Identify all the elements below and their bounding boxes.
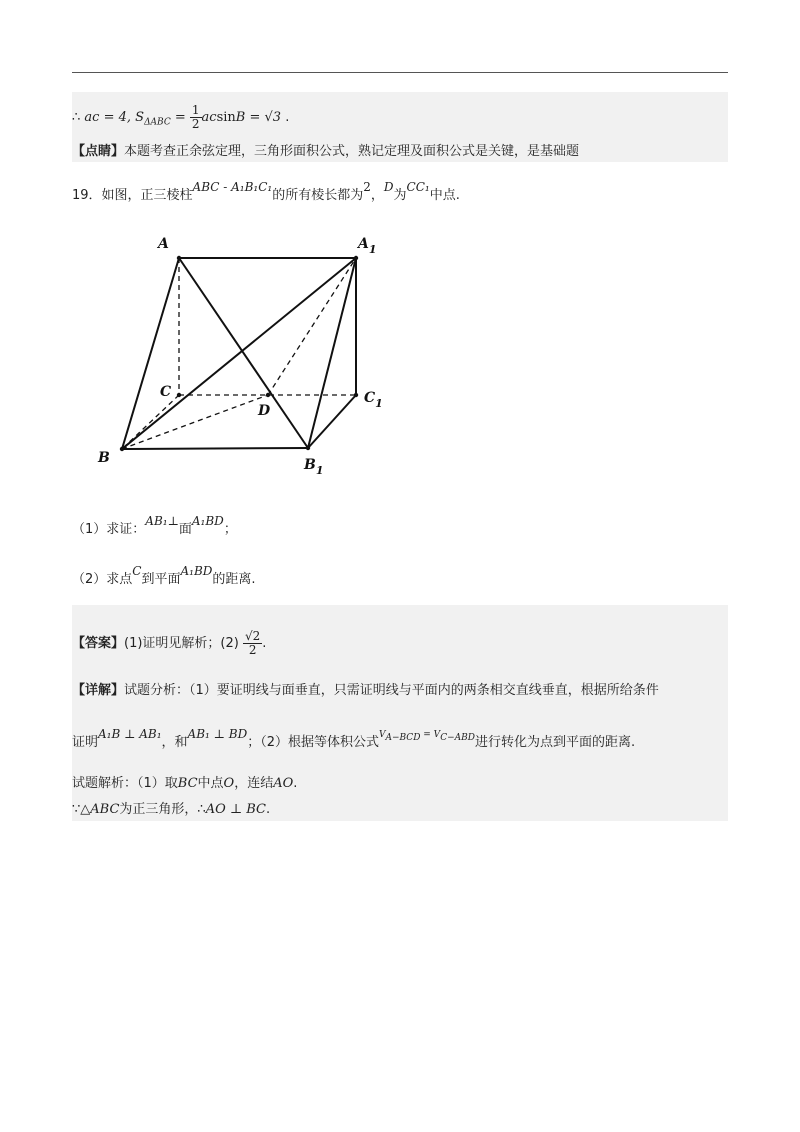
- header-rule: [72, 72, 728, 73]
- label-a1-subscript: 1: [368, 243, 377, 256]
- volume-formula: [378, 730, 475, 743]
- vertex-a: [177, 256, 181, 260]
- point-c: C: [132, 564, 142, 578]
- label-c1: [364, 390, 383, 410]
- vertex-c: [177, 393, 181, 397]
- question-text: 中点.: [429, 188, 460, 203]
- detail-line-2: [72, 727, 636, 756]
- fraction-numerator: √2: [245, 629, 261, 643]
- prism-figure: [90, 230, 410, 480]
- sqrt2-over-2-fraction: [243, 630, 262, 657]
- detail-text: 试题分析：（1）要证明线与面垂直，只需证明线与平面内的两条相交直线垂直，根据所给条件: [124, 683, 659, 698]
- dianjing-line: [72, 143, 579, 161]
- vertex-d: [266, 393, 270, 397]
- fraction-numerator: 1: [191, 103, 200, 117]
- detail-tag: 【详解】: [72, 683, 125, 698]
- because-symbol: ∵: [72, 802, 81, 817]
- because-line: [72, 801, 270, 819]
- edge-a1-b1: [308, 258, 356, 448]
- period: .: [262, 636, 267, 651]
- segment-ao: AO: [273, 776, 294, 791]
- one-half-fraction: [190, 104, 202, 131]
- period: .: [285, 110, 290, 125]
- label-b1: [303, 457, 324, 477]
- area-subscript: ΔABC: [144, 117, 171, 128]
- volume-subscript: A−BCD: [385, 732, 421, 743]
- answer-text: (1)证明见解析；(2): [124, 636, 239, 651]
- label-d: D: [258, 403, 271, 419]
- analysis-text: ，连结: [234, 776, 274, 791]
- fraction-denominator: 2: [248, 643, 257, 657]
- label-a: A: [158, 236, 169, 252]
- label-b1-subscript: 1: [315, 464, 324, 477]
- part-1-label: （1）求证：: [72, 522, 146, 537]
- relation-a1b-perp-ab1: A₁B ⊥ AB₁: [98, 727, 162, 741]
- question-19-number: 19．如图，正三棱柱: [72, 188, 193, 203]
- semicolon: ；: [223, 522, 237, 537]
- part-2-label: （2）求点: [72, 572, 133, 587]
- question-19-line: [72, 180, 460, 205]
- label-a1: [356, 236, 377, 256]
- triangle-abc: △ABC: [80, 802, 120, 817]
- edge-length: 2: [363, 180, 371, 194]
- line-ab1: AB₁: [145, 514, 168, 528]
- edge-b-b1: [122, 448, 308, 449]
- question-text: 为: [393, 188, 407, 203]
- area-symbol: S: [135, 110, 145, 125]
- label-c1-letter: C: [364, 390, 376, 406]
- edge-a-b1: [179, 258, 308, 448]
- answer-tag: 【答案】: [72, 636, 125, 651]
- because-text: 为正三角形，∴: [119, 802, 206, 817]
- period: .: [265, 802, 271, 817]
- plane-a1bd: A₁BD: [180, 564, 213, 578]
- part-2-line: [72, 564, 256, 589]
- equation-part: ac: [201, 110, 217, 125]
- analysis-line: [72, 775, 297, 793]
- detail-text: ；（2）根据等体积公式: [247, 735, 379, 750]
- vertex-b1: [306, 446, 310, 450]
- label-a1-letter: A: [358, 236, 369, 252]
- volume-symbol: V: [378, 730, 386, 740]
- dianjing-text: 本题考查正余弦定理，三角形面积公式，熟记定理及面积公式是关键，是基础题: [124, 144, 580, 159]
- edge-a-b: [122, 258, 179, 449]
- period: .: [293, 776, 298, 791]
- volume-subscript: C−ABD: [440, 732, 475, 743]
- plane-a1bd: A₁BD: [191, 514, 224, 528]
- fraction-denominator: 2: [191, 117, 200, 131]
- detail-text: ，和: [161, 735, 188, 750]
- label-c1-subscript: 1: [375, 397, 383, 410]
- answer-line: [72, 630, 266, 657]
- part-1-line: [72, 514, 237, 539]
- edge-d-a1: [268, 258, 356, 395]
- analysis-text: 试题解析：（1）取: [72, 776, 178, 791]
- vertex-c1: [354, 393, 358, 397]
- edge-cc1: CC₁: [406, 180, 430, 194]
- therefore-symbol: ∴: [72, 110, 81, 125]
- prism-name: ABC - A₁B₁C₁: [192, 180, 273, 194]
- equation-part: ac = 4,: [84, 110, 136, 125]
- point-d: D: [383, 180, 394, 194]
- detail-text: 证明: [72, 735, 99, 750]
- edge-b-d: [122, 395, 268, 449]
- detail-line-1: [72, 682, 659, 700]
- volume-equals: = V: [420, 730, 441, 740]
- equation-part: =: [170, 110, 190, 125]
- dianjing-tag: 【点睛】: [72, 144, 125, 159]
- detail-text: 进行转化为点到平面的距离.: [474, 735, 636, 750]
- analysis-text: 中点: [197, 776, 224, 791]
- label-b: B: [98, 450, 110, 466]
- label-c: C: [160, 384, 172, 400]
- comma: ，: [370, 188, 384, 203]
- vertex-a1: [354, 256, 358, 260]
- sin-function: sin: [216, 110, 236, 125]
- relation-ao-perp-bc: AO ⊥ BC: [205, 802, 266, 817]
- perpendicular-symbol: ⊥: [167, 514, 179, 528]
- segment-bc: BC: [177, 776, 198, 791]
- point-o: O: [223, 776, 235, 791]
- part-2-text: 的距离.: [212, 572, 256, 587]
- area-conclusion-line: [72, 104, 289, 132]
- question-text: 的所有棱长都为: [272, 188, 364, 203]
- plane-word: 面: [178, 522, 192, 537]
- edge-a1-b: [122, 258, 356, 449]
- label-b1-letter: B: [304, 457, 316, 473]
- part-2-text: 到平面: [141, 572, 181, 587]
- relation-ab1-perp-bd: AB₁ ⊥ BD: [187, 727, 248, 741]
- equation-part: B = √3: [235, 110, 282, 125]
- vertex-b: [120, 447, 124, 451]
